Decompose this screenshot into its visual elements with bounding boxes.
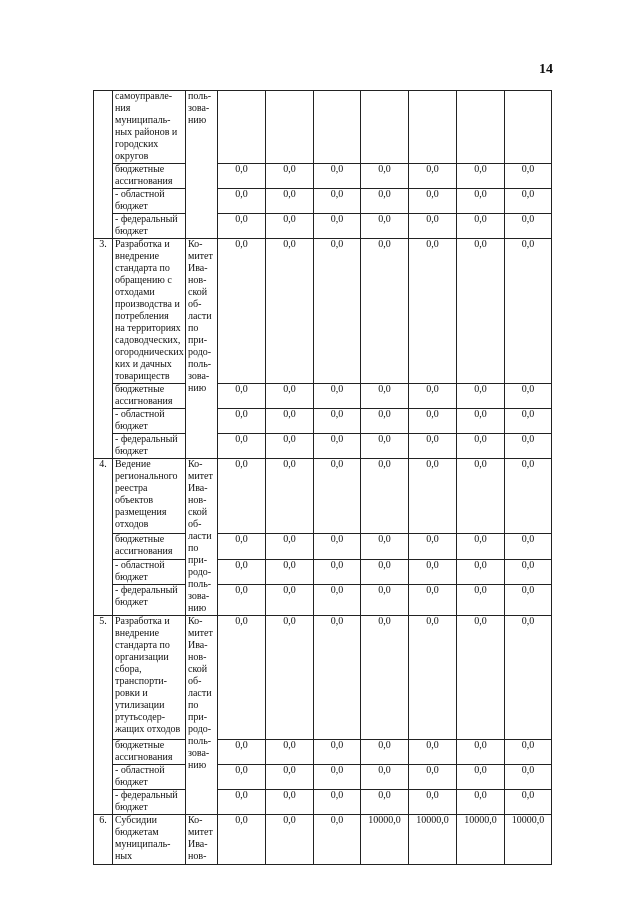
funding-value: 0,0 (505, 384, 552, 409)
funding-value (505, 91, 552, 164)
funding-value: 0,0 (361, 790, 409, 815)
funding-source-label: бюджетные ассигнования (113, 384, 186, 409)
funding-value: 0,0 (409, 409, 457, 434)
executor: Ко- митет Ива- нов- (186, 815, 218, 865)
funding-value: 0,0 (457, 585, 505, 616)
funding-value: 0,0 (218, 384, 266, 409)
funding-value: 0,0 (361, 189, 409, 214)
funding-value: 0,0 (505, 434, 552, 459)
funding-value: 10000,0 (361, 815, 409, 865)
item-number: 4. (94, 459, 113, 616)
funding-value: 0,0 (457, 790, 505, 815)
measure-name: Ведение регионального реестра объектов размещения отходов (113, 459, 186, 534)
funding-value: 0,0 (457, 765, 505, 790)
funding-source-label: бюджетные ассигнования (113, 164, 186, 189)
table-row (94, 434, 552, 459)
funding-value: 0,0 (457, 533, 505, 559)
funding-value: 0,0 (314, 434, 361, 459)
funding-value: 0,0 (218, 815, 266, 865)
funding-value: 0,0 (409, 765, 457, 790)
funding-value: 0,0 (505, 585, 552, 616)
funding-value (314, 91, 361, 164)
funding-value: 0,0 (266, 815, 314, 865)
funding-value: 0,0 (218, 214, 266, 239)
item-number: 3. (94, 239, 113, 459)
funding-value: 0,0 (457, 214, 505, 239)
funding-value: 0,0 (266, 616, 314, 740)
funding-value (457, 91, 505, 164)
funding-value: 0,0 (266, 189, 314, 214)
funding-value: 0,0 (314, 459, 361, 534)
funding-source-label: - областной бюджет (113, 409, 186, 434)
funding-value: 0,0 (314, 239, 361, 384)
funding-value: 10000,0 (457, 815, 505, 865)
funding-value (361, 91, 409, 164)
funding-value: 0,0 (314, 409, 361, 434)
item-number (94, 91, 113, 239)
funding-value: 0,0 (266, 765, 314, 790)
funding-value: 0,0 (314, 790, 361, 815)
funding-value: 0,0 (266, 409, 314, 434)
funding-value: 0,0 (409, 790, 457, 815)
funding-value: 0,0 (409, 585, 457, 616)
measure-name: Разработка и внедрение стандарта по обращению с отходами производства и потребления на территориях садоводческих, огороднических ких и дачных товариществ (113, 239, 186, 384)
funding-value: 0,0 (218, 434, 266, 459)
funding-value: 0,0 (409, 740, 457, 765)
funding-source-label: - областной бюджет (113, 765, 186, 790)
funding-value: 0,0 (314, 616, 361, 740)
funding-value: 0,0 (409, 384, 457, 409)
funding-source-label: - федеральный бюджет (113, 434, 186, 459)
funding-value: 0,0 (218, 164, 266, 189)
funding-value: 0,0 (218, 533, 266, 559)
funding-value: 0,0 (361, 459, 409, 534)
funding-value (409, 91, 457, 164)
measure-name: Разработка и внедрение стандарта по организации сбора, транспорти- ровки и утилизации ртутьсодер- жащих отходов (113, 616, 186, 740)
funding-value: 0,0 (361, 384, 409, 409)
funding-value: 0,0 (505, 765, 552, 790)
funding-value: 0,0 (314, 765, 361, 790)
funding-value: 0,0 (409, 164, 457, 189)
funding-value: 0,0 (457, 164, 505, 189)
funding-source-label: - областной бюджет (113, 559, 186, 585)
funding-value: 0,0 (361, 585, 409, 616)
funding-value: 0,0 (505, 164, 552, 189)
table-row (94, 740, 552, 765)
funding-value: 0,0 (314, 214, 361, 239)
budget-table (93, 90, 552, 865)
funding-value: 0,0 (409, 214, 457, 239)
funding-value: 0,0 (457, 459, 505, 534)
funding-value: 0,0 (314, 815, 361, 865)
funding-value: 0,0 (409, 533, 457, 559)
funding-value: 0,0 (457, 616, 505, 740)
table-row (94, 585, 552, 616)
funding-source-label: - федеральный бюджет (113, 585, 186, 616)
executor: Ко- митет Ива- нов- ской об- ласти по при- родо- поль- зова- нию (186, 616, 218, 815)
funding-value: 0,0 (361, 239, 409, 384)
page-number: 14 (539, 62, 553, 77)
funding-source-label: бюджетные ассигнования (113, 740, 186, 765)
funding-value: 0,0 (457, 384, 505, 409)
funding-value: 0,0 (457, 239, 505, 384)
funding-value: 0,0 (314, 384, 361, 409)
funding-value: 0,0 (505, 459, 552, 534)
funding-value: 0,0 (266, 459, 314, 534)
table-row (94, 533, 552, 559)
table-row (94, 459, 552, 534)
funding-value: 0,0 (266, 740, 314, 765)
funding-value: 0,0 (409, 559, 457, 585)
funding-value: 0,0 (218, 616, 266, 740)
table-row (94, 384, 552, 409)
funding-value: 0,0 (409, 616, 457, 740)
executor: Ко- митет Ива- нов- ской об- ласти по при- родо- поль- зова- нию (186, 239, 218, 459)
funding-value: 0,0 (266, 384, 314, 409)
funding-value: 0,0 (314, 740, 361, 765)
table-row (94, 214, 552, 239)
funding-value: 0,0 (266, 164, 314, 189)
funding-value: 0,0 (361, 533, 409, 559)
funding-value: 0,0 (505, 616, 552, 740)
table-row (94, 189, 552, 214)
funding-value: 0,0 (457, 434, 505, 459)
funding-value: 0,0 (314, 164, 361, 189)
funding-value: 0,0 (314, 559, 361, 585)
table-row (94, 239, 552, 384)
funding-value: 0,0 (266, 239, 314, 384)
funding-value: 0,0 (361, 765, 409, 790)
funding-value: 0,0 (218, 459, 266, 534)
funding-value: 0,0 (314, 533, 361, 559)
funding-value: 0,0 (218, 189, 266, 214)
funding-value: 0,0 (266, 434, 314, 459)
table-row (94, 616, 552, 740)
funding-value: 0,0 (361, 616, 409, 740)
funding-value: 0,0 (266, 559, 314, 585)
funding-value: 0,0 (266, 533, 314, 559)
funding-value: 0,0 (457, 189, 505, 214)
funding-value: 0,0 (218, 790, 266, 815)
funding-value: 0,0 (361, 214, 409, 239)
funding-value: 0,0 (409, 459, 457, 534)
funding-value (266, 91, 314, 164)
table-row (94, 815, 552, 865)
funding-source-label: - федеральный бюджет (113, 790, 186, 815)
funding-value: 0,0 (505, 559, 552, 585)
funding-source-label: - федеральный бюджет (113, 214, 186, 239)
measure-name: самоуправле- ния муниципаль- ных районов и городских округов (113, 91, 186, 164)
funding-value: 0,0 (409, 239, 457, 384)
funding-value: 0,0 (218, 765, 266, 790)
funding-value: 0,0 (218, 239, 266, 384)
funding-source-label: бюджетные ассигнования (113, 533, 186, 559)
table-row (94, 409, 552, 434)
funding-value: 0,0 (218, 559, 266, 585)
funding-value: 10000,0 (409, 815, 457, 865)
funding-value: 0,0 (505, 189, 552, 214)
funding-value: 0,0 (361, 559, 409, 585)
executor: поль- зова- нию (186, 91, 218, 239)
funding-value: 0,0 (361, 740, 409, 765)
funding-value: 0,0 (218, 585, 266, 616)
item-number: 6. (94, 815, 113, 865)
measure-name: Субсидии бюджетам муниципаль- ных (113, 815, 186, 865)
table-row (94, 765, 552, 790)
funding-value: 0,0 (505, 740, 552, 765)
item-number: 5. (94, 616, 113, 815)
funding-value: 0,0 (505, 533, 552, 559)
funding-value: 0,0 (314, 585, 361, 616)
table-row (94, 164, 552, 189)
funding-value: 0,0 (361, 164, 409, 189)
funding-source-label: - областной бюджет (113, 189, 186, 214)
funding-value: 0,0 (457, 409, 505, 434)
funding-value: 0,0 (505, 239, 552, 384)
funding-value: 0,0 (457, 559, 505, 585)
table-row (94, 91, 552, 164)
funding-value: 0,0 (361, 434, 409, 459)
table-row (94, 790, 552, 815)
funding-value: 0,0 (409, 189, 457, 214)
funding-value: 0,0 (266, 790, 314, 815)
funding-value: 0,0 (314, 189, 361, 214)
funding-value: 0,0 (218, 740, 266, 765)
funding-value: 0,0 (266, 585, 314, 616)
funding-value (218, 91, 266, 164)
funding-value: 0,0 (361, 409, 409, 434)
funding-value: 10000,0 (505, 815, 552, 865)
funding-value: 0,0 (218, 409, 266, 434)
funding-value: 0,0 (505, 409, 552, 434)
table-row (94, 559, 552, 585)
executor: Ко- митет Ива- нов- ской об- ласти по при- родо- поль- зова- нию (186, 459, 218, 616)
funding-value: 0,0 (457, 740, 505, 765)
funding-value: 0,0 (409, 434, 457, 459)
funding-value: 0,0 (505, 214, 552, 239)
funding-value: 0,0 (266, 214, 314, 239)
funding-value: 0,0 (505, 790, 552, 815)
